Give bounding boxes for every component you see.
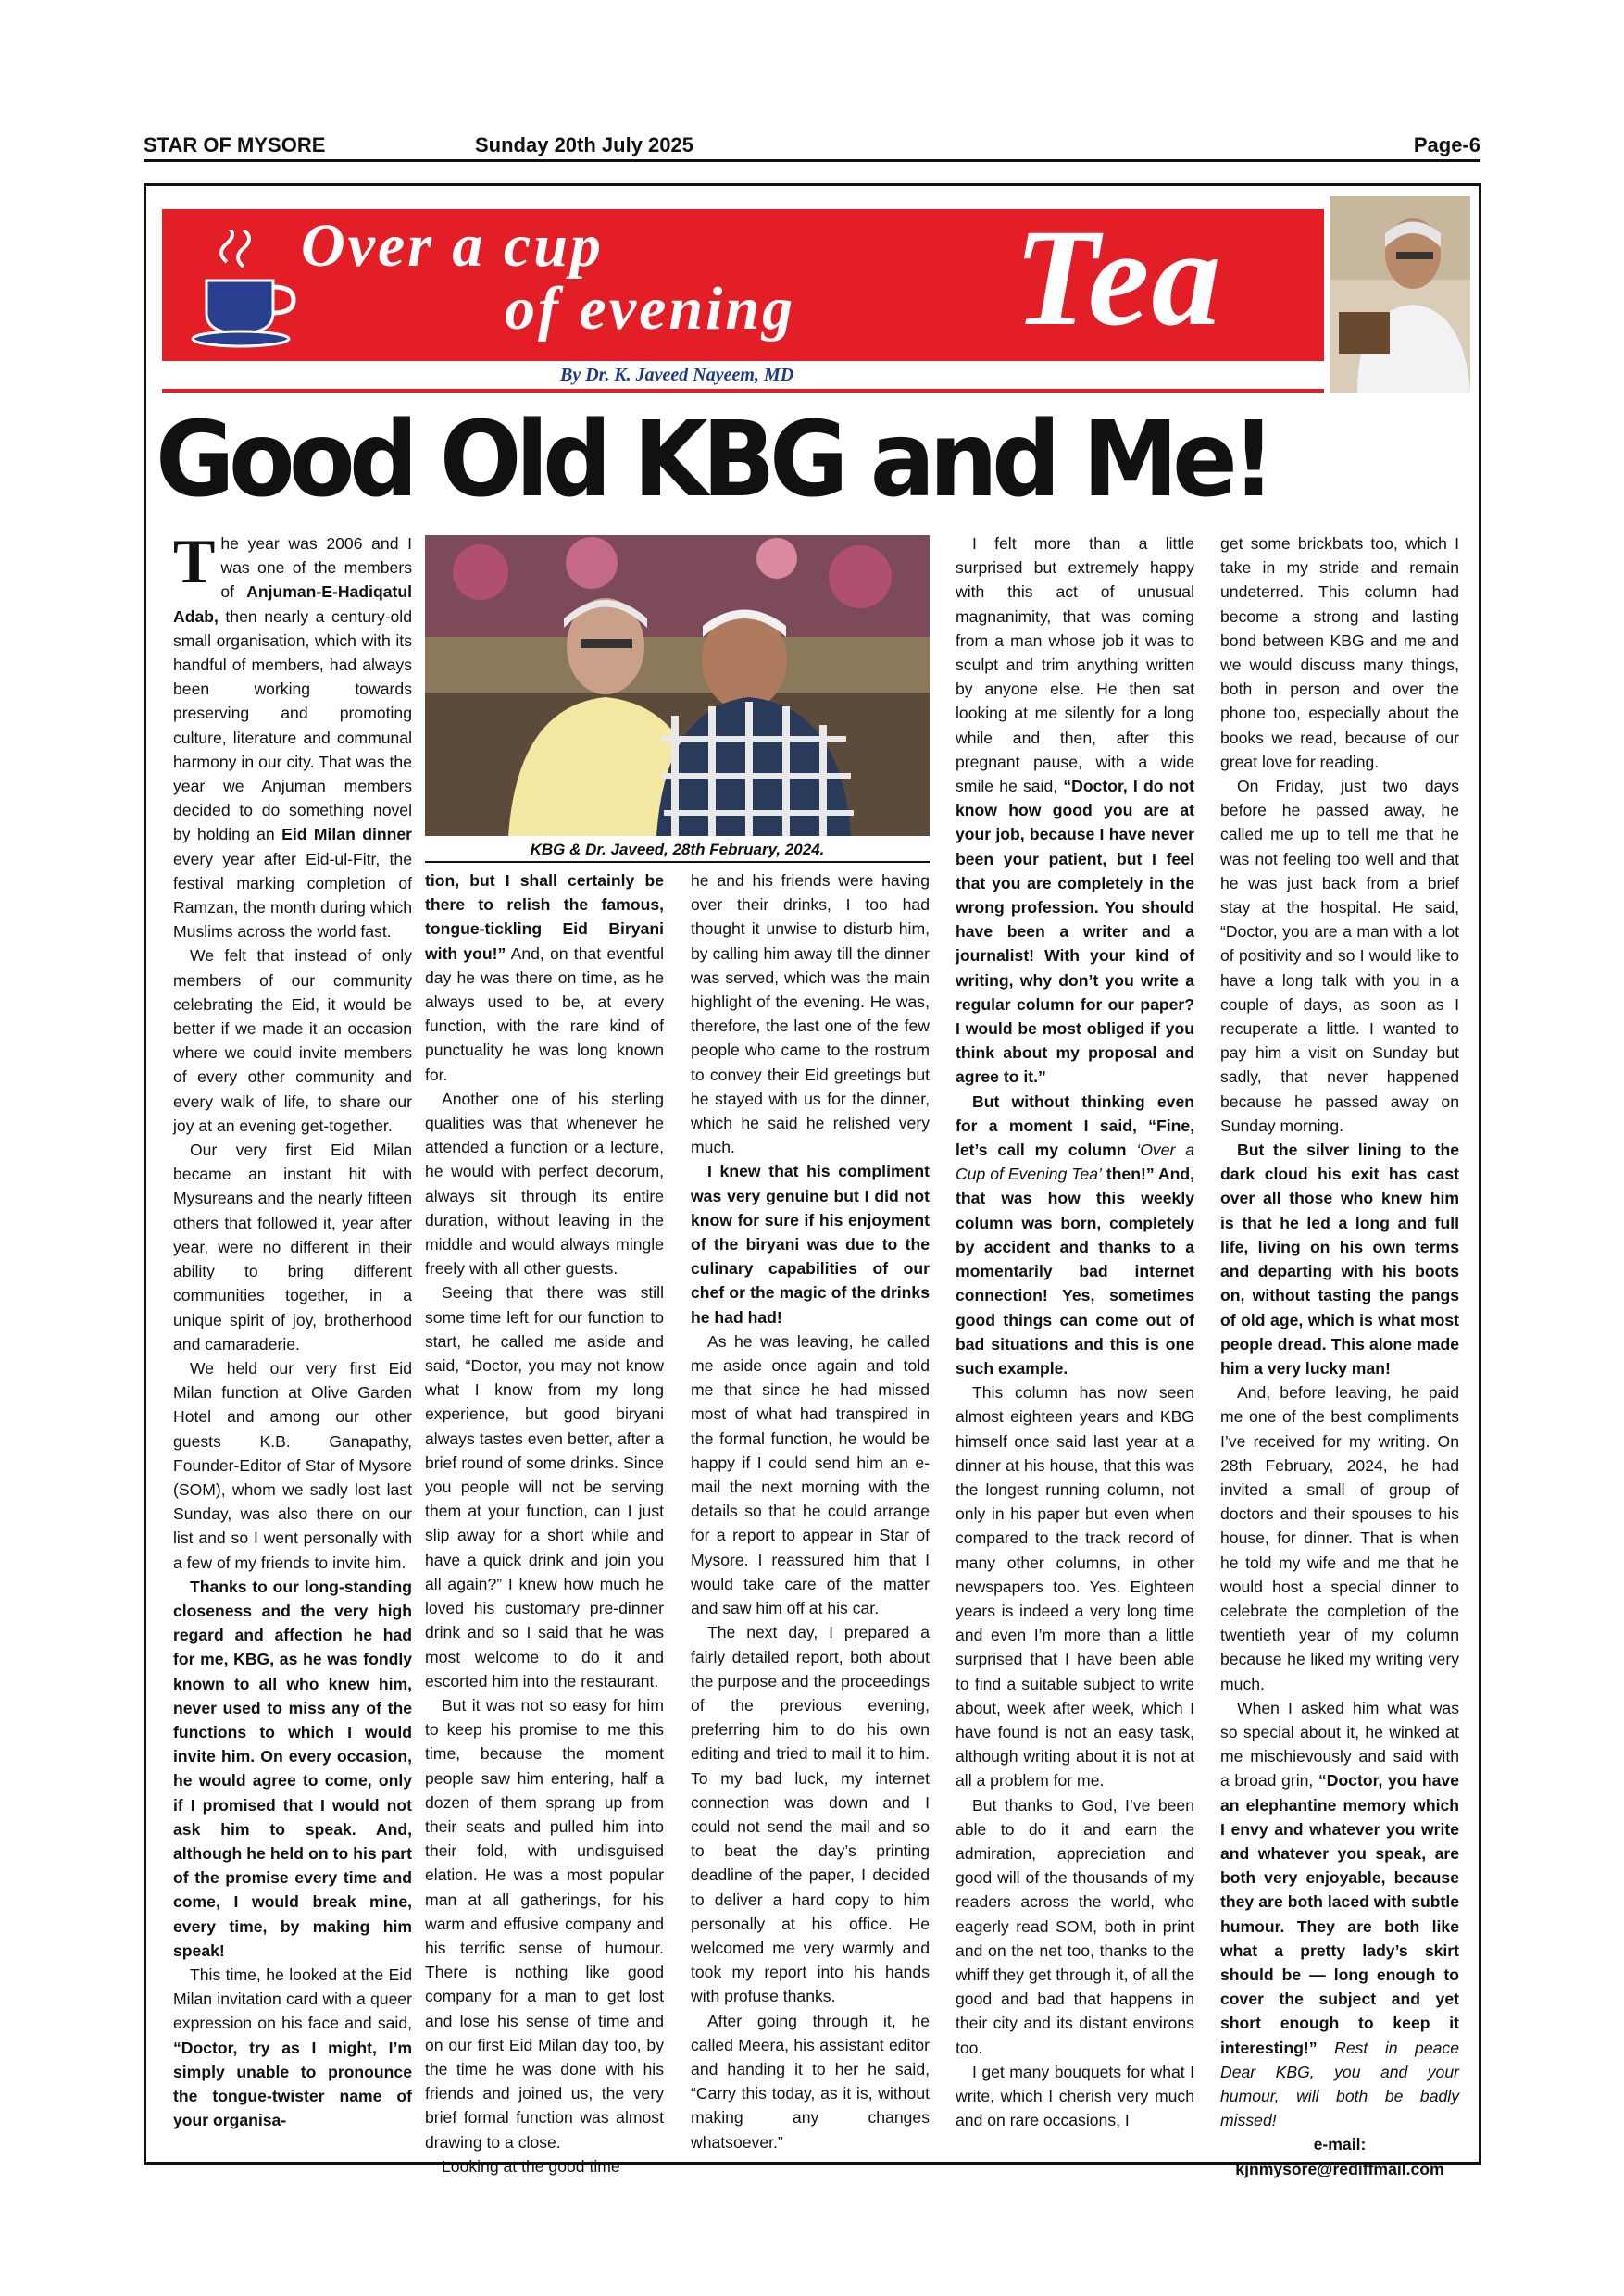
paragraph: Thanks to our long-standing closeness and the very high regard and affection he had for me, KBG, as he was fondly known to all who knew him, never used to miss any of the functions to which I would invite him. On every occasion, he would agree to come, only if I promised that I would not ask him to speak. And, although he held on to his part of the promise every time and come, I would break mine, every time, by making him speak!	[173, 1577, 412, 1960]
paragraph: Our very first Eid Milan became an instant hit with Mysureans and the nearly fifteen others that followed it, year after year, were no different in their ability to bring different communities together, in a unique spirit of joy, brotherhood and camaraderie.	[173, 1141, 412, 1354]
paragraph: Seeing that there was still some time left for our function to start, he called me aside and said, “Doctor, you may not know what I know from my long experience, but good biryani always tastes even better, after a brief round of some drinks. Since you people will not be serving them at your function, can I just slip away for a short while and have a quick drink and join you all again?” I knew how much he loved his customary pre-dinner drink and so I said that he was most welcome to do it and escorted him into the restaurant.	[425, 1283, 664, 1691]
paragraph: Looking at the good time	[442, 2156, 620, 2176]
paragraph: But thanks to God, I’ve been able to do it and earn the admiration, appreciation and good will of the thousands of my readers across the world, who eagerly read SOM, both in print and on the net too, thanks to the whiff they get through it, of all the good and bad that happens in their city and its distant environs too.	[956, 1795, 1194, 2057]
paragraph: And, before leaving, he paid me one of the best compliments I’ve received for my writing. On 28th February, 2024, he had invited a small of group of doctors and their spouses to his house, for dinner. That is when he told my wife and me that he would host a special dinner to celebrate the completion of the twentieth year of my column because he liked my writing very much.	[1220, 1383, 1459, 1693]
newspaper-name: STAR OF MYSORE	[144, 133, 326, 156]
paragraph: On Friday, just two days before he passed away, he called me up to tell me that he was not feeling too well and that he was just back from a brief stay at the hospital. He said, “Doctor, you are a man with a lot of positivity and so I would like to have a long talk with you in a couple of days, as soon as I recuperate a little. I wanted to pay him a visit on Sunday but sadly, that never happened because he passed away on Sunday morning.	[1220, 777, 1459, 1135]
paragraph: But the silver lining to the dark cloud his exit has cast over all those who knew him is that he led a long and full life, living on his own terms and departing with his boots on, without tasting the pangs of old age, which is what most people dread. This alone made him a very lucky man!	[1220, 1141, 1459, 1378]
email-label: e-mail:	[1313, 2135, 1367, 2154]
byline: By Dr. K. Javeed Nayeem, MD	[560, 365, 794, 385]
issue-date: Sunday 20th July 2025	[475, 133, 693, 156]
paragraph: But it was not so easy for him to keep his promise to me this time, because the moment people saw him entering, half a dozen of them sprang up from their seats and pulled him into their fold, with undisguised elation. He was a most popular man at all gatherings, for his warm and effusive company and his terrific sense of humour. There is nothing like good company for a man to get lost and lose his sense of time and on our first Eid Milan day too, by the time he was done with his friends and joined us, the very brief formal function was almost drawing to a close.	[425, 1695, 664, 2152]
page-number: Page-6	[1413, 133, 1480, 156]
paragraph: I felt more than a little surprised but extremely happy with this act of unusual magnanimity, that was coming from a man whose job it was to sculpt and trim anything written by anyone else. He then sat looking at me silently for a long while and then, after this pregnant pause, with a wide smile he said, “Doctor, I do not know how good you are at your job, because I have never been your patient, but I feel that you are completely in the wrong profession. You should have been a writer and a journalist! With your kind of writing, why don’t you write a regular column for our paper? I would be most obliged if you think about my proposal and agree to it.”	[956, 534, 1194, 1087]
banner-line-1: Over a cup	[301, 212, 604, 280]
paragraph: get some brickbats too, which I take in my stride and remain undeterred. This column had become a strong and lasting bond between KBG and me and we would discuss many things, both in person and over the phone too, especially about the books we read, because of our great love for reading.	[1220, 534, 1459, 771]
column-1	[173, 526, 413, 2132]
column-4	[956, 531, 1194, 2132]
paragraph: Another one of his sterling qualities was that whenever he attended a function or a lecture, he would with perfect decorum, always sit through its entire duration, without leaving in the middle and would always mingle freely with all other guests.	[425, 1089, 664, 1279]
paragraph: When I asked him what was so special about it, he winked at me mischievously and said with a broad grin, “Doctor, you have an elephantine memory which I envy and whatever you write and whatever you speak, are both very enjoyable, because they are both laced with subtle humour. They are both like what a pretty lady’s skirt should be — long enough to cover the subject and yet short enough to keep it interesting!” Rest in peace Dear KBG, you and your humour, will both be badly missed!	[1220, 1698, 1459, 2130]
teacup-icon	[190, 230, 310, 350]
column-5	[1220, 531, 1459, 2181]
paragraph: We felt that instead of only members of our community celebrating the Eid, it would be better if we made it an occasion where we could invite members of every other community and every walk of life, to share our joy at an evening get-together.	[173, 946, 412, 1135]
page-header	[144, 133, 1480, 162]
email-address[interactable]: kjnmysore@rediffmail.com	[1235, 2159, 1444, 2178]
column-2	[425, 868, 664, 2178]
paragraph: After going through it, he called Meera, his assistant editor and handing it to her he said, “Carry this today, as it is, without making any changes whatsoever.”	[691, 2011, 930, 2152]
paragraph: But without thinking even for a moment I said, “Fine, let’s call my column ‘Over a Cup of Evening Tea’ then!” And, that was how this weekly column was born, completely by accident and thanks to a momentarily bad internet connection! Yes, sometimes good things can come out of bad situations and this is one such example.	[956, 1092, 1194, 1378]
banner-tea-word: Tea	[1014, 201, 1223, 355]
column-banner	[162, 202, 1324, 396]
paragraph: The year was 2006 and I was one of the members of Anjuman-E-Hadiqatul Adab, then nearly a century-old small organisation, which with its handful of members, had always been working towards preserving and promoting culture, literature and communal harmony in our city. That was the year we Anjuman members decided to do something novel by holding an Eid Milan dinner every year after Eid-ul-Fitr, the festival marking completion of Ramzan, the month during which Muslims across the world fast.	[173, 526, 413, 942]
paragraph: tion, but I shall certainly be there to relish the famous, tongue-tickling Eid Biryani with you!” And, on that eventful day he was there on time, as he always used to be, at every function, with the rare kind of punctuality he was long known for.	[425, 871, 664, 1084]
photo-caption: KBG & Dr. Javeed, 28th February, 2024.	[425, 841, 930, 863]
paragraph: As he was leaving, he called me aside once again and told me that since he had missed most of what had transpired in the formal function, he would be happy if I could send him an e-mail the next morning with the details so that he could arrange for a report to appear in Star of Mysore. I reassured him that I would take care of the matter and saw him off at his car.	[691, 1331, 930, 1618]
paragraph: I knew that his compliment was very genuine but I did not know for sure if his enjoyment of the biryani was due to the culinary capabilities of our chef or the magic of the drinks he had had!	[691, 1162, 930, 1327]
author-portrait	[1330, 196, 1470, 393]
paragraph: I get many bouquets for what I write, which I cherish very much and on rare occasions, I	[956, 2062, 1194, 2130]
column-3	[691, 868, 930, 2154]
paragraph: he and his friends were having over their drinks, I too had thought it unwise to disturb him, by calling him away till the dinner was served, which was the main highlight of the evening. He was, therefore, the last one of the few people who came to the rostrum to convey their Eid greetings but he stayed with us for the dinner, which he said he relished very much.	[691, 871, 930, 1157]
paragraph: This time, he looked at the Eid Milan invitation card with a queer expression on his face and said, “Doctor, try as I might, I’m simply unable to pronounce the tongue-twister name of your organisa-	[173, 1965, 412, 2130]
drop-cap: T	[173, 526, 216, 596]
paragraph: This column has now seen almost eighteen years and KBG himself once said last year at a dinner at his house, that this was the longest running column, not only in his paper but even when compared to the track record of many other columns, in other newspapers too. Yes. Eighteen years is indeed a very long time and even I’m more than a little surprised that I have been able to find a suitable subject to write about, week after week, which I have found is not an easy task, although writing about it is not at all a problem for me.	[956, 1383, 1194, 1791]
paragraph: The next day, I prepared a fairly detailed report, both about the purpose and the proceedings of the previous evening, preferring him to do his own editing and tried to mail it to him. To my bad luck, my internet connection was down and I could not send the mail and so to beat the day’s printing deadline of the paper, I decided to deliver a hard copy to him personally at his office. He welcomed me very warmly and took my report into his hands with profuse thanks.	[691, 1623, 930, 2006]
kbg-photo	[425, 535, 930, 836]
paragraph: We held our very first Eid Milan function at Olive Garden Hotel and among our other guests K.B. Ganapathy, Founder-Editor of Star of Mysore (SOM), whom we sadly lost last Sunday, was also there on our list and so I went personally with a few of my friends to invite him.	[173, 1358, 412, 1572]
headline: Good Old KBG and Me!	[156, 400, 1270, 520]
banner-line-2: of evening	[505, 275, 796, 343]
